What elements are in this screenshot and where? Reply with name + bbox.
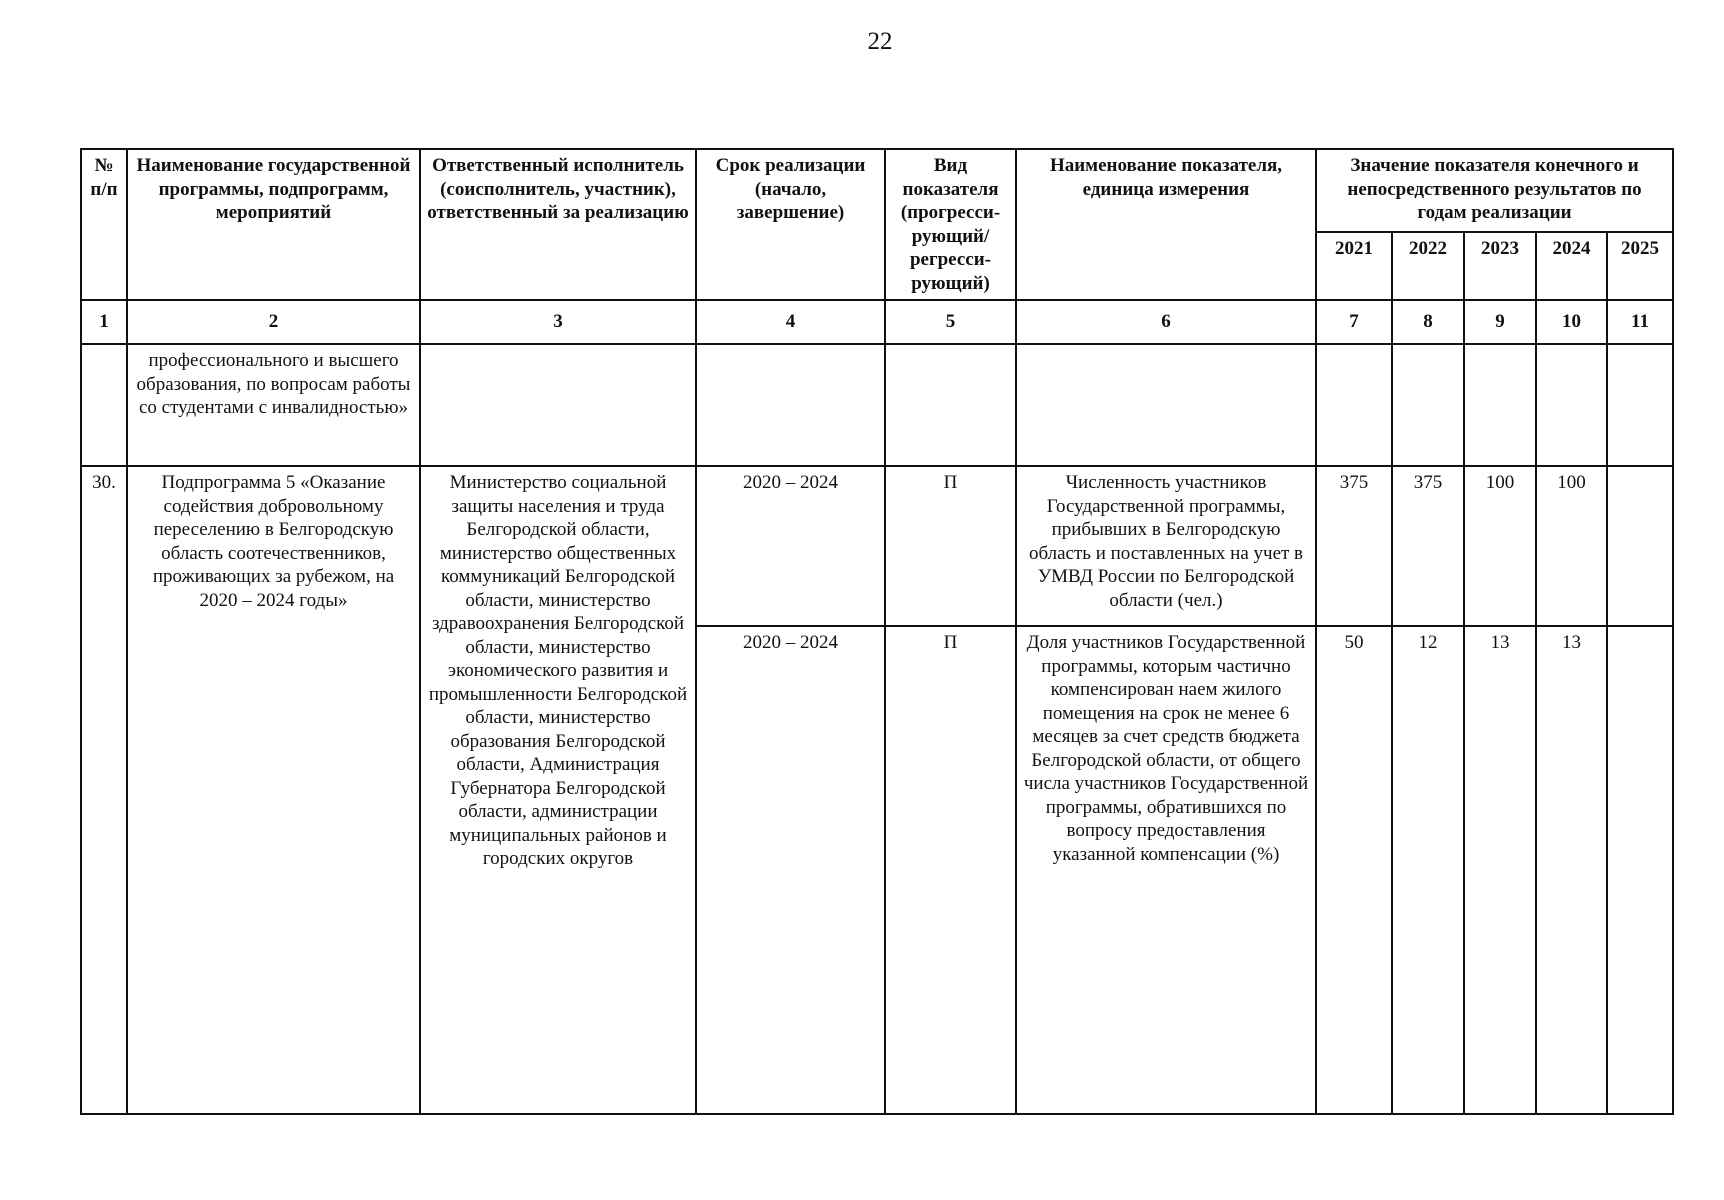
- header-responsible: Ответственный исполнитель (соисполнитель, участник), ответственный за реализацию: [420, 149, 696, 300]
- column-number: 8: [1392, 300, 1464, 344]
- value-2023: 100: [1464, 466, 1536, 626]
- responsible-executor: Министерство социальной защиты населения и труда Белгородской области, министерство общественных коммуникаций Белгородской области, министерство здравоохранения Белгородской области, министерство экономического развития и промышленности Белгородской области, министерство образования Белгородской области, Администрация Губернатора Белгородской области, администрации муниципальных районов и городских округов: [420, 466, 696, 1114]
- value-2022: 12: [1392, 626, 1464, 1114]
- column-number: 5: [885, 300, 1016, 344]
- value-2025: [1607, 626, 1673, 1114]
- table-row-continuation: [81, 344, 1673, 466]
- header-year: 2025: [1607, 232, 1673, 300]
- header-num: № п/п: [81, 149, 127, 300]
- value-2023: 13: [1464, 626, 1536, 1114]
- header-indicator: Наименование показателя, единица измерения: [1016, 149, 1316, 300]
- header-name: Наименование государственной программы, подпрограмм, мероприятий: [127, 149, 420, 300]
- column-number: 1: [81, 300, 127, 344]
- value-2021: 50: [1316, 626, 1392, 1114]
- indicator-type: П: [885, 626, 1016, 1114]
- header-values: Значение показателя конечного и непосредственного результатов по годам реализации: [1316, 149, 1673, 232]
- header-year: 2024: [1536, 232, 1607, 300]
- value-2024: 100: [1536, 466, 1607, 626]
- table-row-30-indicator-1: [81, 466, 1673, 626]
- header-period: Срок реализации (начало, завершение): [696, 149, 885, 300]
- value-2025: [1607, 466, 1673, 626]
- continuation-name: профессионального и высшего образования, по вопросам работы со студентами с инвалидностью»: [127, 344, 420, 466]
- indicator-name: Численность участников Государственной программы, прибывших в Белгородскую область и поставленных на учет в УМВД России по Белгородской области (чел.): [1016, 466, 1316, 626]
- value-2022: 375: [1392, 466, 1464, 626]
- header-year: 2021: [1316, 232, 1392, 300]
- column-number: 3: [420, 300, 696, 344]
- column-number: 6: [1016, 300, 1316, 344]
- column-number: 10: [1536, 300, 1607, 344]
- indicator-type: П: [885, 466, 1016, 626]
- header-year: 2023: [1464, 232, 1536, 300]
- subprogram-name: Подпрограмма 5 «Оказание содействия добровольному переселению в Белгородскую область соотечественников, проживающих за рубежом, на 2020 – 2024 годы»: [127, 466, 420, 1114]
- column-number: 7: [1316, 300, 1392, 344]
- indicators-table: [80, 148, 1674, 1115]
- value-2021: 375: [1316, 466, 1392, 626]
- row-number: 30.: [81, 466, 127, 1114]
- header-type: Вид показателя (прогресси-рующий/ регресси-рующий): [885, 149, 1016, 300]
- page-number: 22: [867, 28, 893, 55]
- column-number: 2: [127, 300, 420, 344]
- column-number: 4: [696, 300, 885, 344]
- column-number: 9: [1464, 300, 1536, 344]
- header-year: 2022: [1392, 232, 1464, 300]
- indicator-name: Доля участников Государственной программы, которым частично компенсирован наем жилого помещения на срок не менее 6 месяцев за счет средств бюджета Белгородской области, от общего числа участников Государственной программы, обратившихся по вопросу предоставления указанной компенсации (%): [1016, 626, 1316, 1114]
- period: 2020 – 2024: [696, 466, 885, 626]
- period: 2020 – 2024: [696, 626, 885, 1114]
- value-2024: 13: [1536, 626, 1607, 1114]
- column-number: 11: [1607, 300, 1673, 344]
